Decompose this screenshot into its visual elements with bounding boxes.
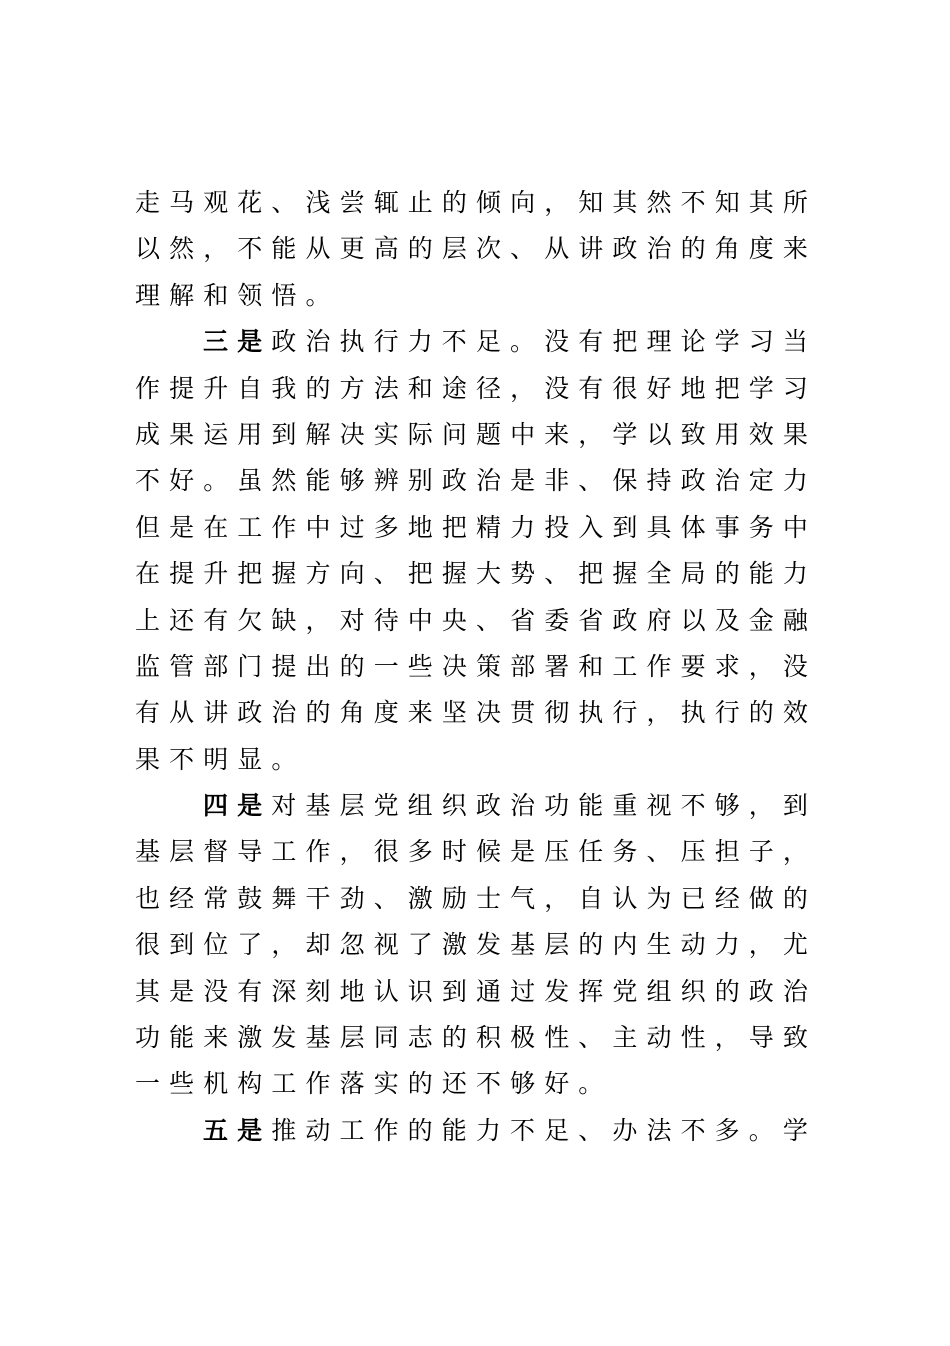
line-text: 一些机构工作落实的还不够好。 [135, 1069, 613, 1099]
text-line [135, 644, 817, 690]
text-line [135, 922, 817, 968]
line-text: 不好。虽然能够辨别政治是非、保持政治定力 [135, 466, 817, 496]
text-line [135, 226, 817, 272]
line-text: 以然，不能从更高的层次、从讲政治的角度来 [135, 234, 817, 264]
text-line [135, 690, 817, 736]
line-text: 但是在工作中过多地把精力投入到具体事务中 [135, 512, 817, 542]
line-text: 政治执行力不足。没有把理论学习当 [271, 327, 817, 357]
line-text: 对基层党组织政治功能重视不够，到 [271, 791, 817, 821]
text-line [135, 273, 817, 319]
text-line [135, 598, 817, 644]
line-text: 基层督导工作，很多时候是压任务、压担子， [135, 837, 817, 867]
paragraph-lead: 五是 [203, 1115, 272, 1145]
text-line [135, 412, 817, 458]
line-text: 其是没有深刻地认识到通过发挥党组织的政治 [135, 976, 817, 1006]
line-text: 有从讲政治的角度来坚决贯彻执行，执行的效 [135, 698, 817, 728]
text-line [135, 366, 817, 412]
line-text: 作提升自我的方法和途径，没有很好地把学习 [135, 373, 817, 403]
text-line [135, 319, 817, 365]
text-line [135, 737, 817, 783]
line-text: 理解和领悟。 [135, 280, 340, 310]
line-text: 果不明显。 [135, 744, 306, 774]
paragraph-lead: 三是 [203, 327, 272, 357]
paragraph-lead: 四是 [203, 791, 272, 821]
text-line [135, 1108, 817, 1154]
text-line [135, 1015, 817, 1061]
line-text: 走马观花、浅尝辄止的倾向，知其然不知其所 [135, 188, 817, 217]
text-line [135, 458, 817, 504]
line-text: 在提升把握方向、把握大势、把握全局的能力 [135, 559, 817, 589]
text-line [135, 505, 817, 551]
document-body [135, 180, 817, 1154]
text-line [135, 829, 817, 875]
line-text: 监管部门提出的一些决策部署和工作要求，没 [135, 651, 817, 681]
text-line [135, 969, 817, 1015]
text-line [135, 551, 817, 597]
line-text: 也经常鼓舞干劲、激励士气，自认为已经做的 [135, 883, 817, 913]
line-text: 很到位了，却忽视了激发基层的内生动力，尤 [135, 930, 817, 960]
line-text: 上还有欠缺，对待中央、省委省政府以及金融 [135, 605, 817, 635]
line-text: 功能来激发基层同志的积极性、主动性，导致 [135, 1023, 817, 1053]
text-line [135, 783, 817, 829]
text-line [135, 876, 817, 922]
line-text: 推动工作的能力不足、办法不多。学 [271, 1115, 817, 1145]
text-line [135, 1061, 817, 1107]
line-text: 成果运用到解决实际问题中来，学以致用效果 [135, 419, 817, 449]
text-line [135, 180, 817, 226]
